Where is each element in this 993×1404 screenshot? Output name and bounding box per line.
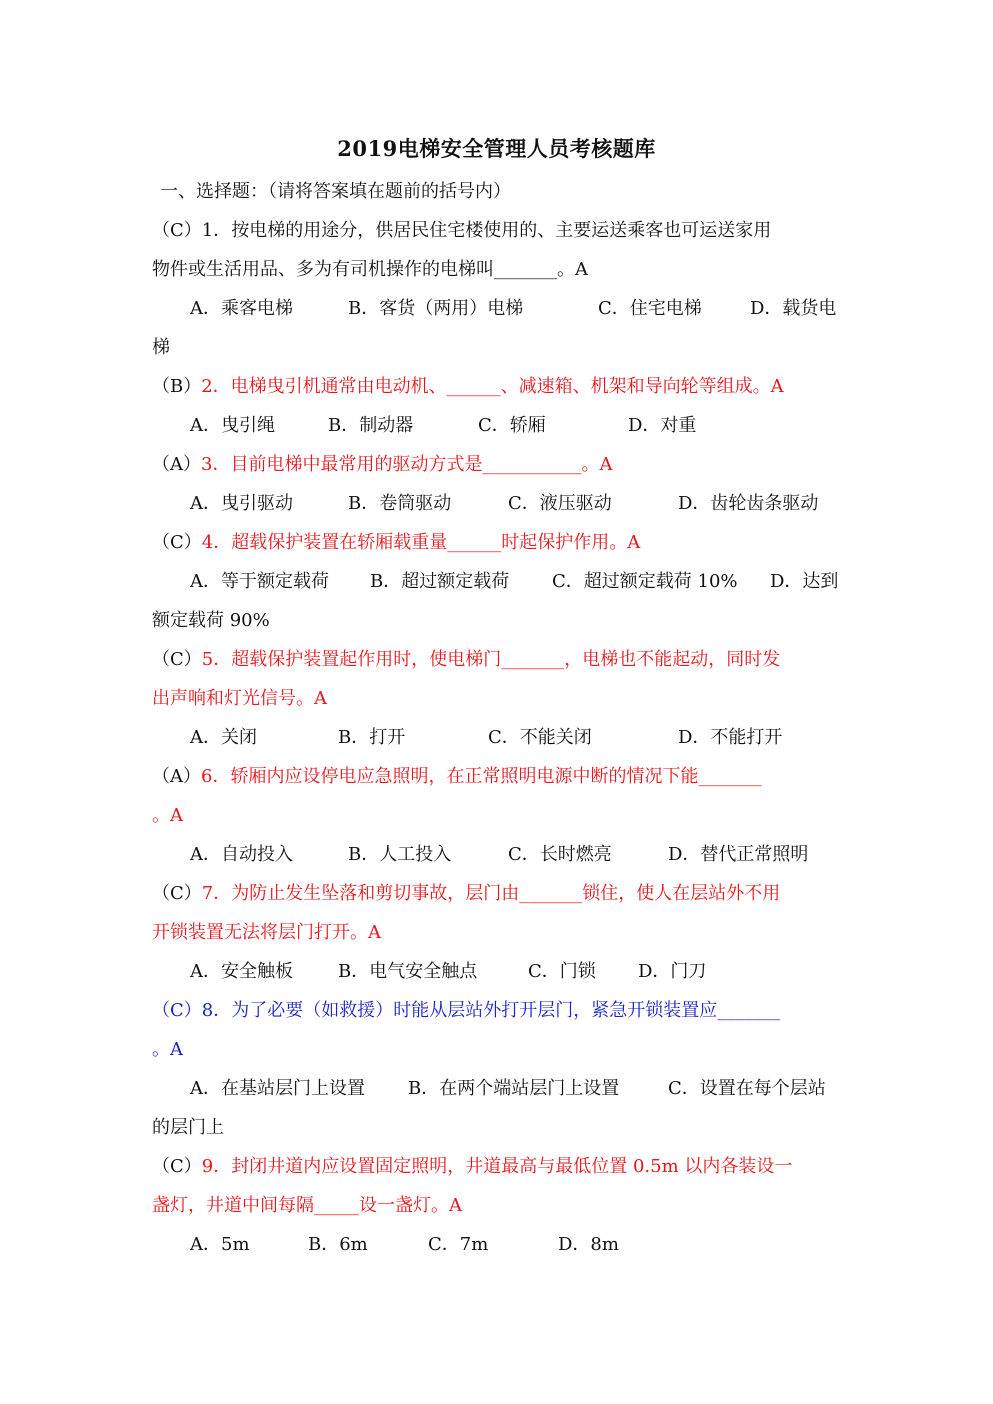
question-text: 5．超载保护装置起作用时，使电梯门_______，电梯也不能起动，同时发 (201, 649, 781, 670)
option-c: C．超过额定载荷 10% (552, 571, 738, 592)
question-4-options (190, 567, 850, 597)
option-a: A．5m (190, 1234, 250, 1255)
question-8-option-wrap: 的层门上 (152, 1117, 224, 1138)
option-d: D．8m (558, 1234, 619, 1255)
option-d: D．不能打开 (678, 727, 783, 748)
question-1-line-2: 物件或生活用品、多为有司机操作的电梯叫_______。A (152, 259, 588, 280)
option-c: C．轿厢 (478, 415, 546, 436)
question-text: 7．为防止发生坠落和剪切事故，层门由_______锁住，使人在层站外不用 (201, 883, 781, 904)
question-9 (152, 1152, 852, 1182)
question-text: 9．封闭井道内应设置固定照明，井道最高与最低位置 0.5m 以内各装设一 (201, 1156, 793, 1177)
option-c: C．住宅电梯 (598, 298, 702, 319)
question-5 (152, 645, 852, 675)
question-6-options (190, 840, 850, 870)
question-8-line-2: 。A (152, 1039, 183, 1060)
question-4 (152, 528, 852, 558)
answer-prefix: （C） (152, 532, 202, 553)
answer-prefix: （C） (152, 649, 202, 670)
option-a: A．安全触板 (190, 961, 293, 982)
question-5-options (190, 723, 850, 753)
option-a: A．关闭 (190, 727, 257, 748)
option-a: A．在基站层门上设置 (190, 1078, 365, 1099)
document-title: 2019电梯安全管理人员考核题库 (337, 136, 656, 161)
question-5-line-2: 出声响和灯光信号。A (152, 688, 327, 709)
option-b: B．打开 (338, 727, 406, 748)
option-c: C．设置在每个层站 (668, 1078, 826, 1099)
question-4-option-wrap: 额定载荷 90% (152, 610, 270, 631)
question-3 (152, 450, 852, 480)
answer-prefix: （C） (152, 883, 202, 904)
question-6 (152, 762, 852, 792)
question-8: （C）8．为了必要（如救援）时能从层站外打开层门，紧急开锁装置应_______ (152, 1000, 781, 1021)
option-b: B．6m (308, 1234, 368, 1255)
option-d: D．达到 (770, 571, 839, 592)
question-text: 2．电梯曳引机通常由电动机、______、减速箱、机架和导向轮等组成。A (201, 376, 784, 397)
option-a: A．等于额定载荷 (190, 571, 329, 592)
option-a: A．曳引绳 (190, 415, 275, 436)
option-c: C．7m (428, 1234, 489, 1255)
option-b: B．客货（两用）电梯 (348, 298, 524, 319)
question-1-line-1: （C）1．按电梯的用途分，供居民住宅楼使用的、主要运送乘客也可运送家用 (152, 220, 772, 241)
option-b: B．超过额定载荷 (370, 571, 510, 592)
question-1-options (190, 294, 850, 324)
option-a: A．自动投入 (190, 844, 293, 865)
option-c: C．长时燃亮 (508, 844, 612, 865)
option-d: D．载货电 (750, 298, 837, 319)
question-3-options (190, 489, 850, 519)
option-d: D．替代正常照明 (668, 844, 809, 865)
option-c: C．液压驱动 (508, 493, 612, 514)
answer-prefix: （B） (152, 376, 202, 397)
answer-prefix: （A） (152, 766, 201, 787)
option-d: D．门刀 (638, 961, 707, 982)
option-a: A．曳引驱动 (190, 493, 293, 514)
option-b: B．人工投入 (348, 844, 452, 865)
option-c: C．门锁 (528, 961, 596, 982)
option-b: B．制动器 (328, 415, 414, 436)
question-9-line-2: 盏灯，井道中间每隔_____设一盏灯。A (152, 1195, 462, 1216)
option-b: B．卷筒驱动 (348, 493, 452, 514)
question-6-line-2: 。A (152, 805, 183, 826)
option-d: D．齿轮齿条驱动 (678, 493, 819, 514)
option-b: B．在两个端站层门上设置 (408, 1078, 620, 1099)
option-c: C．不能关闭 (488, 727, 592, 748)
answer-prefix: （C） (152, 1156, 202, 1177)
question-7-line-2: 开锁装置无法将层门打开。A (152, 922, 381, 943)
question-2 (152, 372, 852, 402)
question-7 (152, 879, 852, 909)
question-text: 6．轿厢内应设停电应急照明，在正常照明电源中断的情况下能_______ (201, 766, 762, 787)
question-text: 3．目前电梯中最常用的驱动方式是___________。A (201, 454, 613, 475)
question-text: 4．超载保护装置在轿厢载重量______时起保护作用。A (201, 532, 641, 553)
question-2-options (190, 411, 850, 441)
question-7-options (190, 957, 850, 987)
option-a: A．乘客电梯 (190, 298, 293, 319)
question-9-options (190, 1230, 850, 1260)
option-b: B．电气安全触点 (338, 961, 478, 982)
section-heading: 一、选择题：（请将答案填在题前的括号内） (160, 181, 511, 202)
option-d: D．对重 (628, 415, 697, 436)
question-1-option-wrap: 梯 (152, 337, 170, 358)
answer-prefix: （A） (152, 454, 201, 475)
question-8-options (190, 1074, 850, 1104)
